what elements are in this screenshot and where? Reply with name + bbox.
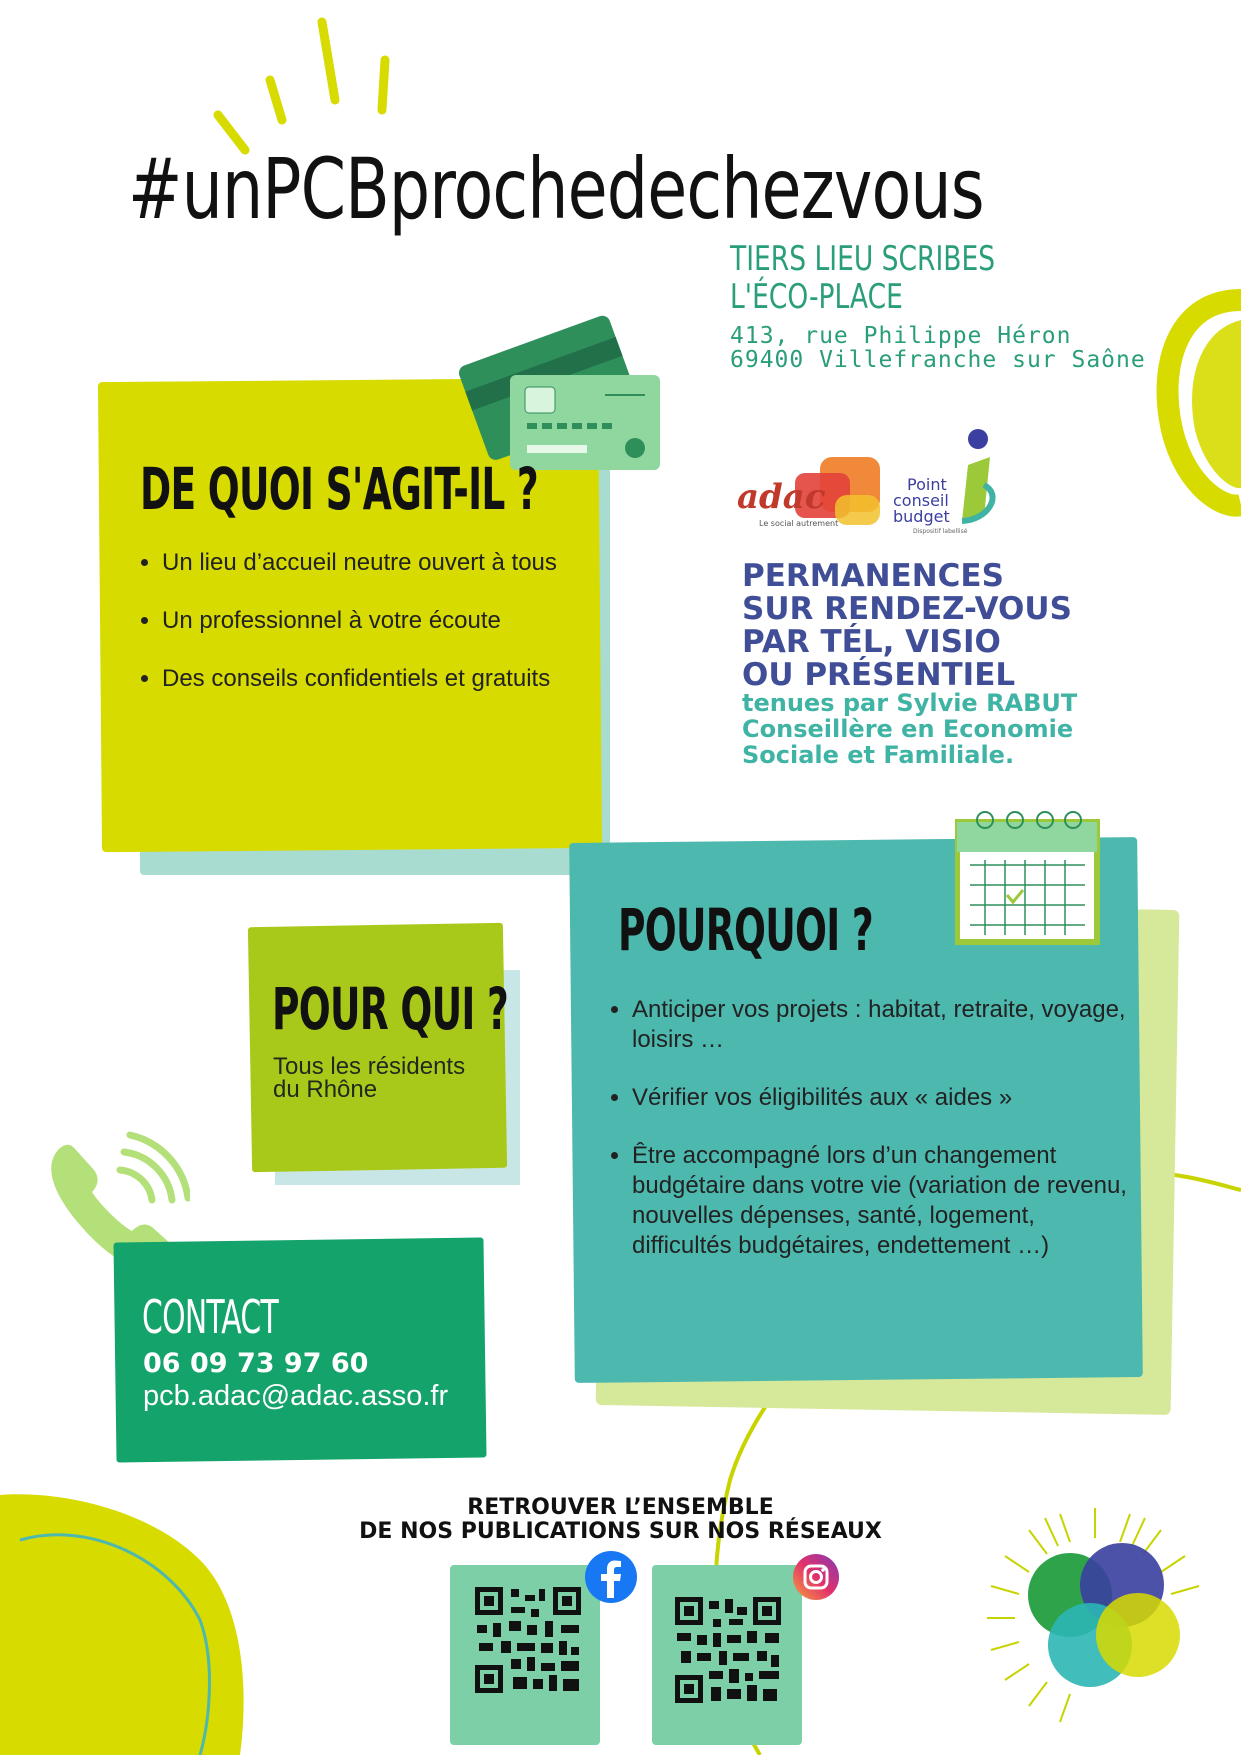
- who-text: [273, 1055, 465, 1101]
- who-box: [248, 923, 507, 1172]
- list-item: • Un professionnel à votre écoute: [162, 606, 582, 636]
- instagram-qr-code[interactable]: [673, 1595, 783, 1705]
- who-heading: POUR QUI ?: [272, 975, 509, 1043]
- social-heading: [0, 1496, 1241, 1544]
- list-item: • Anticiper vos projets : habitat, retraite, voyage, loisirs …: [632, 995, 1132, 1055]
- credit-card-icon: [455, 305, 670, 470]
- why-heading: POURQUOI ?: [618, 896, 873, 964]
- what-list: [130, 548, 582, 722]
- permanences-line-3: PAR TÉL, VISIO: [742, 624, 1001, 660]
- social-heading-line-1: RETROUVER L’ENSEMBLE: [467, 1495, 774, 1520]
- list-item: • Des conseils confidentiels et gratuits: [162, 664, 582, 694]
- permanences-line-2: SUR RENDEZ-VOUS: [742, 591, 1072, 627]
- adac-tagline: Le social autrement: [759, 519, 839, 528]
- point-conseil-budget-logo: [893, 425, 1003, 535]
- advisor-line-3: Sociale et Familiale.: [742, 741, 1015, 769]
- pcb-line-2: conseil: [893, 491, 949, 510]
- venue-line-1: TIERS LIEU SCRIBES: [730, 239, 996, 279]
- who-line-2: du Rhône: [273, 1076, 378, 1103]
- list-item: • Être accompagné lors d’un changement budgétaire dans votre vie (variation de revenu, nouvelles dépenses, santé, logement, difficultés budgétaires, endettement …): [632, 1141, 1132, 1261]
- address-line-2: 69400 Villefranche sur Saône: [730, 347, 1146, 373]
- why-list: [600, 995, 1132, 1289]
- pcb-line-1: Point: [907, 475, 947, 494]
- advisor-line-1: tenues par Sylvie RABUT: [742, 689, 1078, 717]
- social-heading-line-2: DE NOS PUBLICATIONS SUR NOS RÉSEAUX: [359, 1519, 882, 1544]
- permanences-line-4: OU PRÉSENTIEL: [742, 657, 1016, 693]
- venue-line-2: L'ÉCO-PLACE: [730, 277, 903, 317]
- what-heading: DE QUOI S'AGIT-IL ?: [140, 455, 538, 523]
- facebook-icon[interactable]: [584, 1550, 638, 1604]
- advisor-block: [742, 690, 1077, 768]
- venue-address: [730, 324, 1146, 372]
- adac-logo-text: adac: [737, 477, 826, 517]
- permanences-block: [742, 560, 1072, 692]
- permanences-line-1: PERMANENCES: [742, 558, 1004, 594]
- pcb-tagline: Dispositif labellisé: [913, 528, 968, 535]
- contact-phone[interactable]: 06 09 73 97 60: [143, 1348, 369, 1379]
- list-item: • Un lieu d’accueil neutre ouvert à tous: [162, 548, 582, 578]
- calendar-icon: [955, 810, 1100, 945]
- contact-email[interactable]: pcb.adac@adac.asso.fr: [143, 1380, 449, 1412]
- address-line-1: 413, rue Philippe Héron: [730, 323, 1072, 349]
- who-line-1: Tous les résidents: [273, 1053, 466, 1080]
- list-item: • Vérifier vos éligibilités aux « aides »: [632, 1083, 1132, 1113]
- pcb-line-3: budget: [893, 507, 950, 526]
- advisor-line-2: Conseillère en Economie: [742, 715, 1074, 743]
- instagram-icon[interactable]: [792, 1553, 840, 1601]
- contact-heading: CONTACT: [142, 1290, 278, 1344]
- page-title: #unPCBprochedechezvous: [128, 140, 984, 238]
- adac-logo: [735, 455, 885, 535]
- info-i-icon: [948, 425, 998, 525]
- facebook-qr-code[interactable]: [473, 1585, 583, 1695]
- venue-name: [730, 240, 995, 316]
